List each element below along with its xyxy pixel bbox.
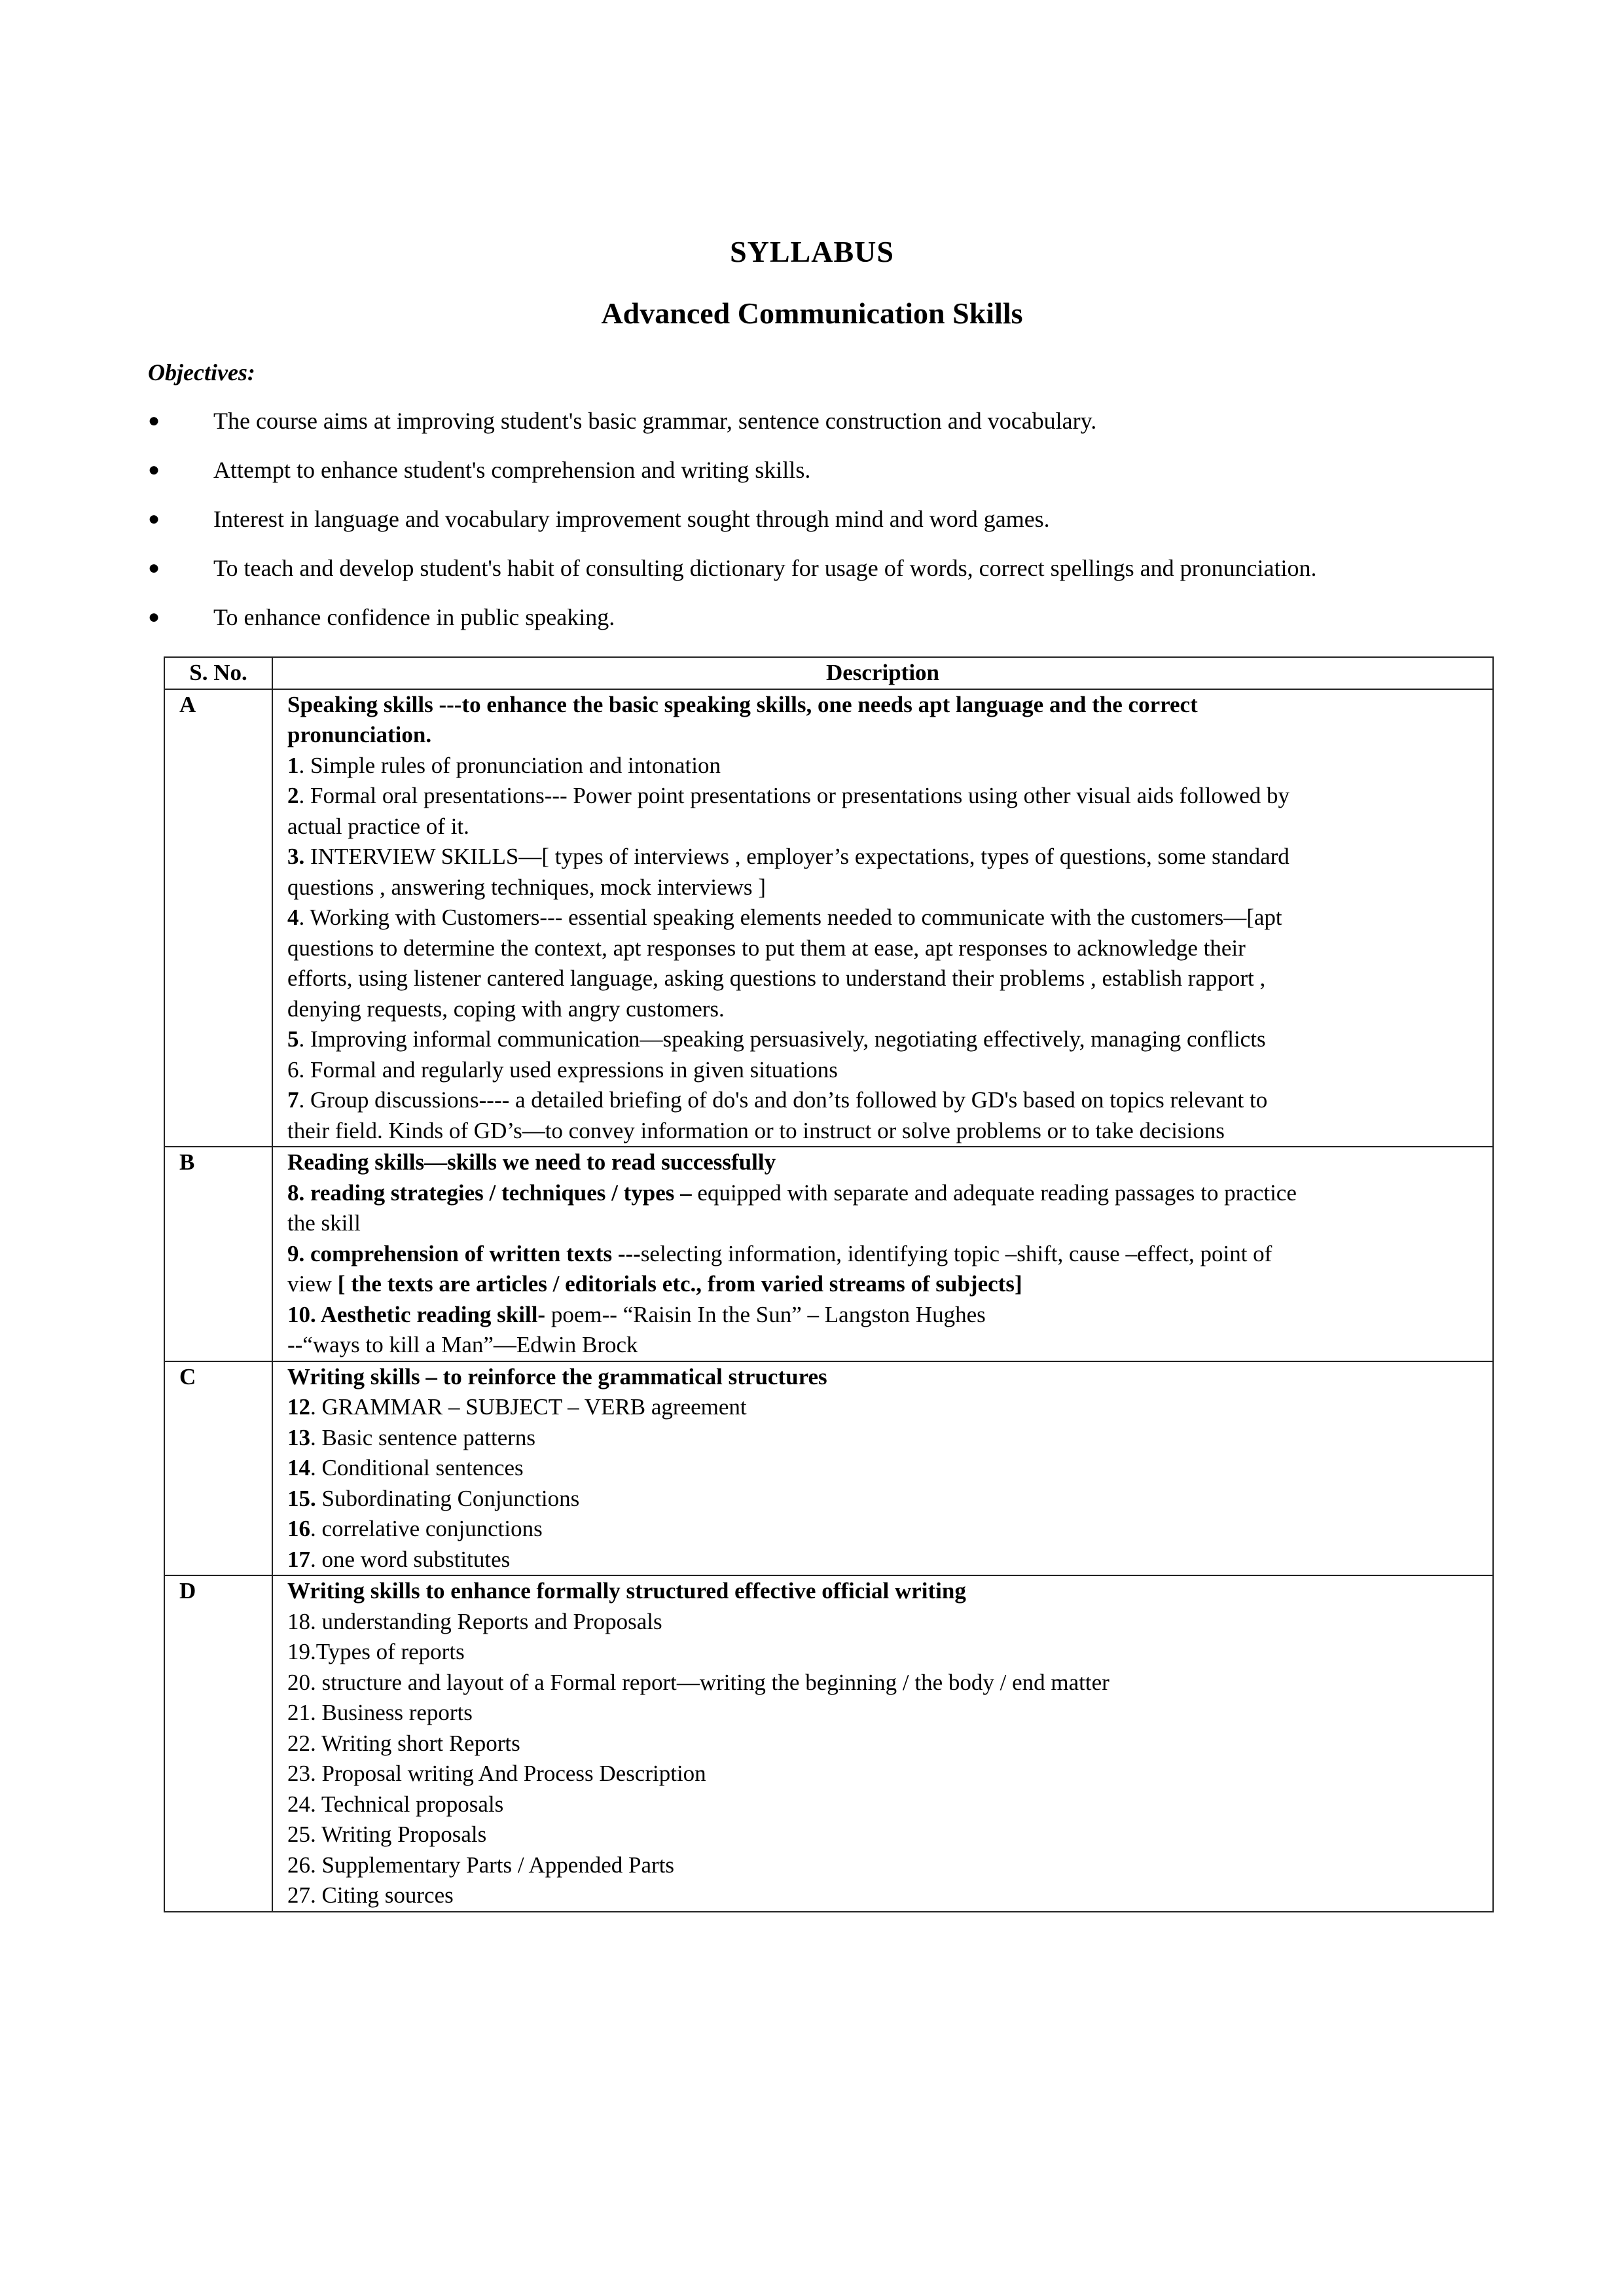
section-heading: pronunciation. <box>287 722 432 747</box>
topic-text: efforts, using listener cantered language, asking questions to understand their problems , establish rapport , <box>287 965 1266 991</box>
objectives-list <box>148 406 1555 651</box>
bullet-icon: ● <box>148 508 160 529</box>
topic-number: 4 <box>287 905 299 930</box>
topic-number: 2 <box>287 783 299 808</box>
topic-text: actual practice of it. <box>287 813 469 839</box>
objective-text: Attempt to enhance student's comprehension and writing skills. <box>213 457 811 483</box>
topic-line <box>287 1729 1486 1759</box>
topic-line <box>287 751 1486 781</box>
topic-line <box>287 1392 1486 1423</box>
topic-text: 20. structure and layout of a Formal report—writing the beginning / the body / end matter <box>287 1669 1110 1695</box>
topic-text: . GRAMMAR – SUBJECT – VERB agreement <box>310 1394 747 1420</box>
topic-line <box>287 933 1486 964</box>
section-code: C <box>164 1361 272 1576</box>
topic-text: selecting information, identifying topic –shift, cause –effect, point of <box>640 1240 1272 1266</box>
topic-line <box>287 781 1486 812</box>
section-heading: Speaking skills ---to enhance the basic speaking skills, one needs apt language and the correct <box>287 691 1198 717</box>
topic-line <box>287 1789 1486 1820</box>
topic-text: 22. Writing short Reports <box>287 1730 520 1756</box>
topic-line <box>287 1820 1486 1850</box>
topic-line <box>287 872 1486 903</box>
section-code: A <box>164 689 272 1147</box>
topic-text: 25. Writing Proposals <box>287 1821 487 1847</box>
topic-line <box>287 1269 1486 1300</box>
section-code: B <box>164 1147 272 1361</box>
topic-number: 1 <box>287 752 299 778</box>
topic-line <box>287 1759 1486 1789</box>
topic-text: 23. Proposal writing And Process Description <box>287 1761 706 1786</box>
topic-text: view <box>287 1271 338 1297</box>
topic-line <box>287 1453 1486 1484</box>
objectives-label: Objectives: <box>148 359 255 386</box>
table-row <box>164 1361 1493 1576</box>
topic-line <box>287 1239 1486 1270</box>
topic-line <box>287 1178 1486 1209</box>
topic-text: their field. Kinds of GD’s—to convey information or to instruct or solve problems or to take decisions <box>287 1117 1225 1143</box>
topic-text: equipped with separate and adequate reading passages to practice <box>697 1179 1297 1206</box>
objective-text: To teach and develop student's habit of consulting dictionary for usage of words, correct spellings and pronunciation. <box>213 555 1317 581</box>
topic-text: . Working with Customers--- essential speaking elements needed to communicate with the customers—[apt <box>298 905 1282 930</box>
objective-item <box>148 602 1555 651</box>
column-header-sno: S. No. <box>164 657 272 689</box>
topic-line <box>287 1208 1486 1239</box>
topic-text: 6. Formal and regularly used expressions in given situations <box>287 1056 838 1083</box>
bullet-icon: ● <box>148 557 160 579</box>
objective-item <box>148 406 1555 455</box>
objective-text: The course aims at improving student's basic grammar, sentence construction and vocabulary. <box>213 408 1097 434</box>
topic-line <box>287 1116 1486 1147</box>
section-heading: Writing skills to enhance formally structured effective official writing <box>287 1578 966 1604</box>
topic-line <box>287 1423 1486 1454</box>
topic-line <box>287 842 1486 872</box>
topic-text: the skill <box>287 1210 361 1236</box>
page-title: SYLLABUS <box>730 235 894 268</box>
topic-number: 5 <box>287 1026 299 1052</box>
topic-line <box>287 1607 1486 1638</box>
table-row <box>164 1147 1493 1361</box>
objective-text: Interest in language and vocabulary improvement sought through mind and word games. <box>213 506 1050 532</box>
topic-line <box>287 963 1486 994</box>
objective-item <box>148 504 1555 553</box>
topic-line <box>287 903 1486 933</box>
topic-number: 3. <box>287 844 305 869</box>
topic-text: . Conditional sentences <box>310 1455 524 1480</box>
topic-line <box>287 1055 1486 1086</box>
topic-text: 19.Types of reports <box>287 1639 465 1664</box>
topic-text: --“ways to kill a Man”—Edwin Brock <box>287 1332 638 1357</box>
topic-number: 8. reading strategies / techniques / types – <box>287 1179 698 1206</box>
topic-text: . Improving informal communication—speaking persuasively, negotiating effectively, managing conflicts <box>298 1026 1266 1052</box>
topic-note: [ the texts are articles / editorials etc., from varied streams of subjects] <box>337 1271 1022 1297</box>
section-description <box>272 1361 1493 1576</box>
section-heading: Writing skills – to reinforce the grammatical structures <box>287 1363 827 1390</box>
topic-text: questions to determine the context, apt responses to put them at ease, apt responses to acknowledge their <box>287 935 1246 961</box>
topic-number: 12 <box>287 1394 310 1420</box>
topic-text: 24. Technical proposals <box>287 1791 504 1817</box>
syllabus-table-body <box>164 689 1493 1912</box>
objective-item <box>148 455 1555 504</box>
topic-line <box>287 1484 1486 1515</box>
topic-text: . Group discussions---- a detailed briefing of do's and don’ts followed by GD's based on topics relevant to <box>298 1087 1268 1113</box>
topic-number: 10. Aesthetic reading skill- <box>287 1301 551 1327</box>
topic-text: poem-- “Raisin In the Sun” – Langston Hughes <box>550 1301 986 1327</box>
topic-number: 9. comprehension of written texts --- <box>287 1240 641 1266</box>
topic-text: questions , answering techniques, mock interviews ] <box>287 874 766 900</box>
bullet-icon: ● <box>148 459 160 480</box>
syllabus-table <box>164 656 1494 1912</box>
topic-text: INTERVIEW SKILLS—[ types of interviews , employer’s expectations, types of questions, some standard <box>304 844 1290 869</box>
section-description <box>272 1575 1493 1912</box>
table-row <box>164 689 1493 1147</box>
topic-text: Subordinating Conjunctions <box>316 1485 580 1511</box>
topic-line <box>287 994 1486 1025</box>
topic-line <box>287 812 1486 842</box>
topic-text: . correlative conjunctions <box>310 1516 543 1541</box>
topic-text: 26. Supplementary Parts / Appended Parts <box>287 1852 675 1878</box>
topic-text: . Basic sentence patterns <box>310 1424 536 1450</box>
topic-text: . one word substitutes <box>310 1546 511 1572</box>
topic-number: 7 <box>287 1087 299 1113</box>
topic-number: 14 <box>287 1455 310 1480</box>
bullet-icon: ● <box>148 606 160 628</box>
topic-number: 13 <box>287 1424 310 1450</box>
topic-line <box>287 1850 1486 1881</box>
topic-line <box>287 1668 1486 1698</box>
topic-line <box>287 1024 1486 1055</box>
table-row <box>164 1575 1493 1912</box>
topic-text: 27. Citing sources <box>287 1882 454 1908</box>
topic-number: 17 <box>287 1546 310 1572</box>
course-title: Advanced Communication Skills <box>601 296 1023 330</box>
topic-line <box>287 1330 1486 1361</box>
bullet-icon: ● <box>148 410 160 431</box>
topic-line <box>287 1545 1486 1575</box>
objective-item <box>148 553 1555 602</box>
section-description <box>272 689 1493 1147</box>
section-code: D <box>164 1575 272 1912</box>
topic-line <box>287 1300 1486 1331</box>
topic-text: 21. Business reports <box>287 1700 473 1725</box>
section-description <box>272 1147 1493 1361</box>
topic-number: 15. <box>287 1485 316 1511</box>
column-header-description: Description <box>272 657 1493 689</box>
topic-line <box>287 1085 1486 1116</box>
topic-line <box>287 1698 1486 1729</box>
section-heading: Reading skills—skills we need to read successfully <box>287 1149 776 1175</box>
objective-text: To enhance confidence in public speaking. <box>213 604 615 630</box>
topic-text: . Formal oral presentations--- Power point presentations or presentations using other visual aids followed by <box>298 783 1290 808</box>
topic-number: 16 <box>287 1516 310 1541</box>
topic-text: denying requests, coping with angry customers. <box>287 996 725 1022</box>
table-header-row <box>164 657 1493 689</box>
topic-text: 18. understanding Reports and Proposals <box>287 1608 662 1634</box>
topic-line <box>287 1514 1486 1545</box>
topic-line <box>287 1880 1486 1911</box>
topic-line <box>287 1637 1486 1668</box>
topic-text: . Simple rules of pronunciation and intonation <box>298 752 721 778</box>
